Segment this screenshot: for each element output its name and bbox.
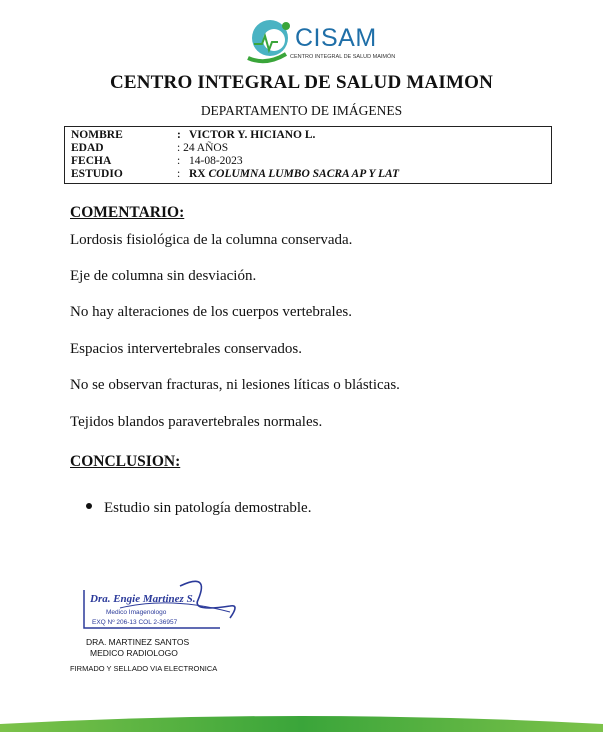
name-separator: : [177, 129, 181, 141]
cisam-emblem-icon [236, 14, 296, 70]
signature-title: MEDICO RADIOLOGO [90, 648, 178, 658]
electronic-signature-note: FIRMADO Y SELLADO VIA ELECTRONICA [70, 664, 218, 673]
conclusion-text: Estudio sin patología demostrable. [104, 500, 312, 516]
patient-info-box [64, 126, 552, 184]
bullet-icon [86, 503, 92, 509]
patient-age-row [69, 142, 547, 155]
name-value: VICTOR Y. HICIANO L. [189, 129, 316, 141]
doctor-stamp [80, 578, 240, 636]
patient-study-row [69, 168, 547, 181]
logo-tagline: CENTRO INTEGRAL DE SALUD MAIMÓN [290, 54, 396, 60]
study-value-wrap [189, 168, 399, 181]
stamp-name: Dra. Engie Martinez S. [90, 593, 196, 605]
date-value: 14-08-2023 [189, 155, 243, 167]
stamp-frame-icon [80, 578, 240, 636]
comment-heading: COMENTARIO: [70, 204, 185, 221]
stamp-role: Medico Imagenologo [106, 609, 167, 616]
comment-line: No se observan fracturas, ni lesiones líticas o blásticas. [70, 377, 400, 393]
stamp-exq: EXQ Nº 206-13 COL 2-36957 [92, 619, 178, 626]
conclusion-heading: CONCLUSION: [70, 453, 181, 470]
study-separator: : [177, 168, 181, 180]
conclusion-item [86, 500, 311, 517]
patient-date-row [69, 155, 547, 168]
age-label: EDAD [71, 142, 104, 154]
signature-block [86, 637, 189, 659]
comment-line: Espacios intervertebrales conservados. [70, 341, 302, 357]
logo-brand: CISAM [295, 24, 377, 52]
study-label: ESTUDIO [71, 168, 123, 180]
age-value: : 24 AÑOS [177, 142, 229, 154]
department-title: DEPARTAMENTO DE IMÁGENES [200, 103, 403, 118]
cisam-logo [236, 14, 396, 70]
patient-name-row [69, 129, 547, 142]
comment-line: Lordosis fisiológica de la columna conservada. [70, 232, 353, 248]
page-title: CENTRO INTEGRAL DE SALUD MAIMON [109, 72, 494, 93]
footer-wave-icon [0, 700, 603, 732]
comment-line: Tejidos blandos paravertebrales normales. [70, 414, 323, 430]
date-separator: : [177, 155, 181, 167]
date-label: FECHA [71, 155, 112, 167]
study-value: COLUMNA LUMBO SACRA AP Y LAT [208, 168, 400, 180]
signature-name: DRA. MARTINEZ SANTOS [86, 637, 190, 647]
comment-line: No hay alteraciones de los cuerpos vertebrales. [70, 304, 352, 320]
name-label: NOMBRE [71, 129, 123, 141]
study-prefix: RX [189, 168, 206, 180]
comment-line: Eje de columna sin desviación. [70, 268, 257, 284]
